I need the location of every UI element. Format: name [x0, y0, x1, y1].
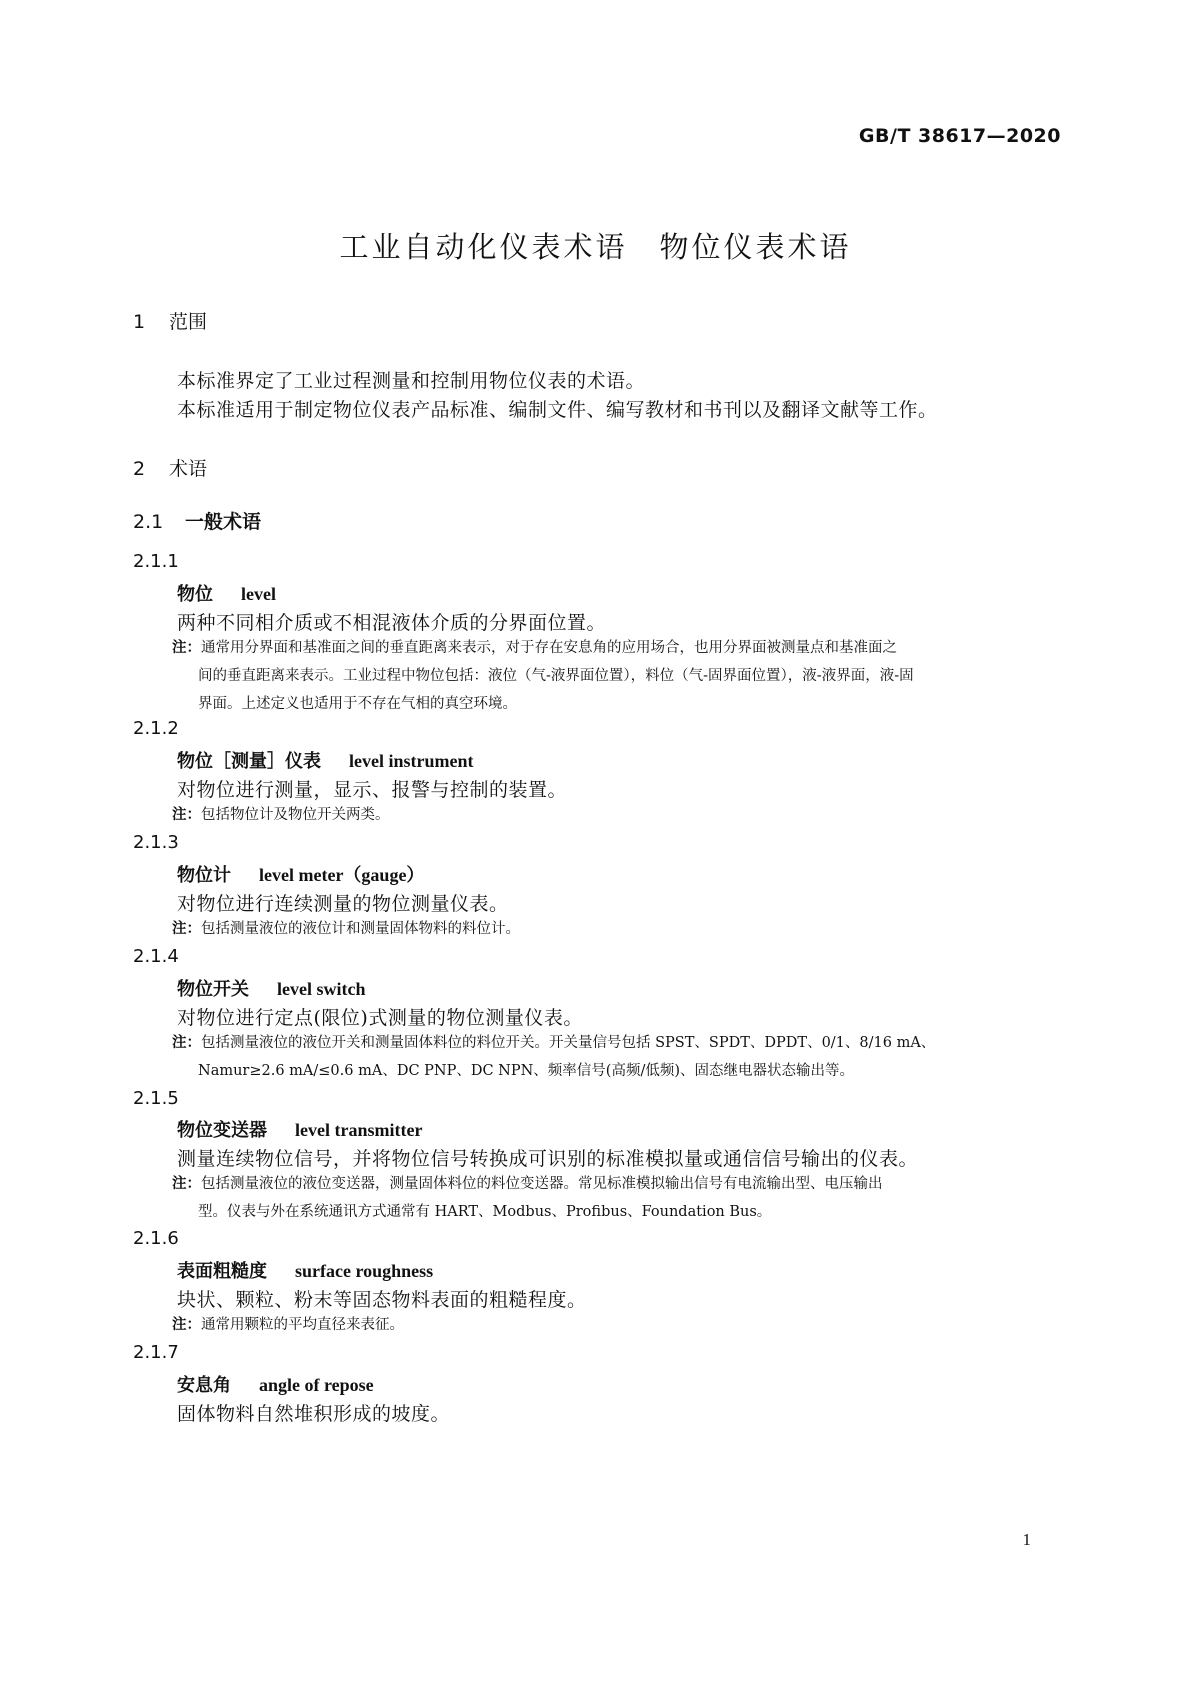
- term-english: level: [241, 584, 276, 604]
- section-title: 范围: [169, 311, 208, 333]
- term-2-1-5: [177, 1116, 422, 1142]
- subsection-title: 一般术语: [185, 511, 262, 533]
- note-line: 型。仪表与外在系统通讯方式通常有 HART、Modbus、Profibus、Foundation Bus。: [198, 1204, 772, 1220]
- definition-2-1-5: 测量连续物位信号，并将物位信号转换成可识别的标准模拟量或通信信号输出的仪表。: [177, 1148, 919, 1170]
- term-2-1-6: [177, 1257, 433, 1283]
- clause-number-2-1-7: 2.1.7: [133, 1342, 179, 1363]
- note-label: 注：: [172, 807, 201, 823]
- clause-number-2-1-6: 2.1.6: [133, 1228, 179, 1249]
- scope-paragraph-1: 本标准界定了工业过程测量和控制用物位仪表的术语。: [177, 370, 646, 392]
- term-english: level transmitter: [295, 1120, 423, 1140]
- scope-paragraph-2: 本标准适用于制定物位仪表产品标准、编制文件、编写教材和书刊以及翻译文献等工作。: [177, 399, 938, 421]
- clause-number-2-1-4: 2.1.4: [133, 946, 179, 967]
- section-number: 2: [133, 458, 146, 480]
- term-chinese: 安息角: [177, 1375, 231, 1396]
- section-title: 术语: [169, 458, 208, 480]
- definition-2-1-7: 固体物料自然堆积形成的坡度。: [177, 1403, 451, 1425]
- note-label: 注：: [172, 1176, 201, 1192]
- term-chinese: 物位变送器: [177, 1120, 267, 1141]
- definition-2-1-6: 块状、颗粒、粉末等固态物料表面的粗糙程度。: [177, 1289, 587, 1311]
- term-2-1-3: [177, 861, 424, 887]
- note-2-1-2: [172, 801, 1062, 829]
- section-1-heading: [133, 307, 207, 334]
- note-label: 注：: [172, 1317, 201, 1333]
- note-2-1-1: [172, 634, 1062, 718]
- clause-number-2-1-3: 2.1.3: [133, 832, 179, 853]
- note-2-1-3: [172, 915, 1062, 943]
- definition-2-1-3: 对物位进行连续测量的物位测量仪表。: [177, 893, 509, 915]
- standard-number: GB/T 38617—2020: [858, 125, 1061, 147]
- note-line: 界面。上述定义也适用于不存在气相的真空环境。: [198, 696, 517, 712]
- clause-number-2-1-2: 2.1.2: [133, 718, 179, 739]
- term-english: level switch: [277, 979, 366, 999]
- note-line: 通常用分界面和基准面之间的垂直距离来表示，对于存在安息角的应用场合，也用分界面被测量点和基准面之: [201, 640, 897, 656]
- subsection-number: 2.1: [133, 511, 164, 533]
- term-english: level meter（gauge）: [259, 865, 425, 885]
- note-2-1-5: [172, 1170, 1062, 1226]
- section-number: 1: [133, 311, 146, 333]
- term-english: surface roughness: [295, 1261, 434, 1281]
- term-chinese: 物位开关: [177, 979, 249, 1000]
- note-2-1-6: [172, 1311, 1062, 1339]
- note-label: 注：: [172, 1035, 201, 1051]
- term-2-1-1: [177, 580, 276, 606]
- term-chinese: 物位计: [177, 865, 231, 886]
- definition-2-1-2: 对物位进行测量，显示、报警与控制的装置。: [177, 779, 568, 801]
- term-chinese: 物位: [177, 584, 213, 605]
- term-2-1-2: [177, 747, 473, 773]
- note-line: 包括测量液位的液位开关和测量固体料位的料位开关。开关量信号包括 SPST、SPDT、DPDT、0/1、8/16 mA、: [201, 1035, 936, 1051]
- note-line: 包括测量液位的液位变送器，测量固体料位的料位变送器。常见标准模拟输出信号有电流输出型、电压输出: [201, 1176, 883, 1192]
- clause-number-2-1-5: 2.1.5: [133, 1088, 179, 1109]
- term-chinese: 物位［测量］仪表: [177, 751, 321, 772]
- note-line: Namur≥2.6 mA/≤0.6 mA、DC PNP、DC NPN、频率信号(高频/低频)、固态继电器状态输出等。: [198, 1063, 855, 1079]
- section-2-1-heading: [133, 507, 261, 534]
- note-label: 注：: [172, 921, 201, 937]
- note-line: 包括测量液位的液位计和测量固体物料的料位计。: [201, 921, 520, 937]
- term-english: level instrument: [349, 751, 474, 771]
- clause-number-2-1-1: 2.1.1: [133, 551, 179, 572]
- term-2-1-4: [177, 975, 365, 1001]
- definition-2-1-1: 两种不同相介质或不相混液体介质的分界面位置。: [177, 612, 607, 634]
- note-2-1-4: [172, 1029, 1062, 1085]
- definition-2-1-4: 对物位进行定点(限位)式测量的物位测量仪表。: [177, 1007, 583, 1029]
- page-number: 1: [1022, 1530, 1031, 1549]
- document-title: 工业自动化仪表术语 物位仪表术语: [339, 230, 852, 264]
- note-line: 包括物位计及物位开关两类。: [201, 807, 390, 823]
- note-label: 注：: [172, 640, 201, 656]
- note-line: 通常用颗粒的平均直径来表征。: [201, 1317, 404, 1333]
- note-line: 间的垂直距离来表示。工业过程中物位包括：液位（气-液界面位置），料位（气-固界面位置），液-液界面，液-固: [198, 668, 914, 684]
- term-2-1-7: [177, 1371, 374, 1397]
- term-english: angle of repose: [259, 1375, 374, 1395]
- section-2-heading: [133, 454, 207, 481]
- term-chinese: 表面粗糙度: [177, 1261, 267, 1282]
